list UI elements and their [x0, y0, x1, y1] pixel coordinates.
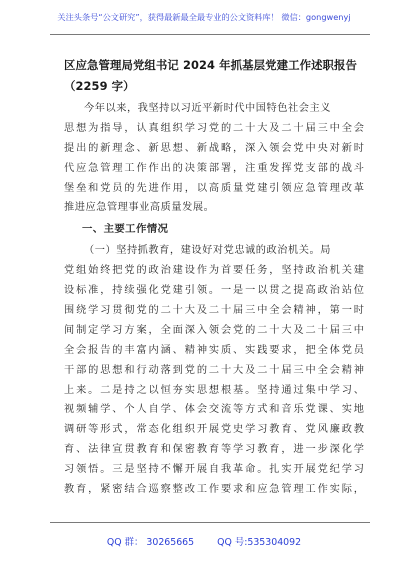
section-heading: 一、主要工作情况 [82, 223, 169, 236]
title-line-1: 区应急管理局党组书记 2024 年抓基层党建工作述职报告 [64, 58, 358, 72]
footer-contact [0, 534, 408, 548]
paragraph-line: 思想为指导，认真组织学习党的二十大及二十届三中全会 [64, 122, 364, 134]
paragraph-line: 间制定学习方案，全面深入领会党的二十大及二十届三中 [64, 324, 364, 336]
footer-qq-group: QQ 群： 30265665 [106, 537, 195, 548]
paragraph-line: 设标准，持续强化党建引领。一是一以贯之提高政治站位 [64, 285, 364, 297]
footer-qq-number: QQ 号:535304092 [217, 537, 302, 548]
paragraph-line: 调研等形式，常态化组织开展党史学习教育、党风廉政教 [64, 424, 364, 436]
paragraph-line: 提出的新理念、新思想、新战略，深入领会党中央对新时 [64, 142, 364, 154]
document-body [64, 99, 364, 500]
paragraph-line: 育、法律宣贯教育和保密教育等学习教育，进一步深化学 [64, 444, 364, 456]
paragraph-line: 干部的思想和行动落到党的二十大及二十届三中全会精神 [64, 364, 364, 376]
header-banner: 关注头条号“公文研究”，获得最新最全最专业的公文资料库！ 微信：gongwenyj [57, 12, 351, 22]
footer-divider [50, 522, 370, 523]
paragraph-line: 围绕学习贯彻党的二十大及二十届三中全会精神，第一时 [64, 305, 364, 317]
paragraph-line: 今年以来，我坚持以习近平新时代中国特色社会主义 [84, 103, 331, 114]
document-title [64, 55, 364, 97]
paragraph-line: 上来。二是持之以恒夯实思想根基。坚持通过集中学习、 [64, 384, 364, 396]
paragraph-line: 代应急管理工作作出的决策部署，注重发挥党支部的战斗 [64, 162, 364, 174]
header-divider [50, 34, 370, 35]
paragraph-line: 堡垒和党员的先进作用，以高质量党建引领应急管理改革 [64, 182, 364, 194]
title-word-count: （2259 字） [64, 79, 135, 93]
paragraph-line: 全会报告的丰富内涵、精神实质、实践要求，把全体党员 [64, 344, 364, 356]
paragraph-line: 党组始终把党的政治建设作为首要任务，坚持政治机关建 [64, 265, 364, 277]
paragraph-line: 视频辅学、个人自学、体会交流等方式和音乐党课、实地 [64, 404, 364, 416]
paragraph-line: 习领悟。三是坚持不懈开展自我革命。扎实开展党纪学习 [64, 464, 364, 476]
paragraph-line: 教育，紧密结合巡察整改工作要求和应急管理工作实际， [64, 484, 364, 496]
paragraph-line: （一）坚持抓教育，建设好对党忠诚的政治机关。局 [84, 245, 331, 257]
paragraph-line: 推进应急管理事业高质量发展。 [64, 202, 215, 214]
